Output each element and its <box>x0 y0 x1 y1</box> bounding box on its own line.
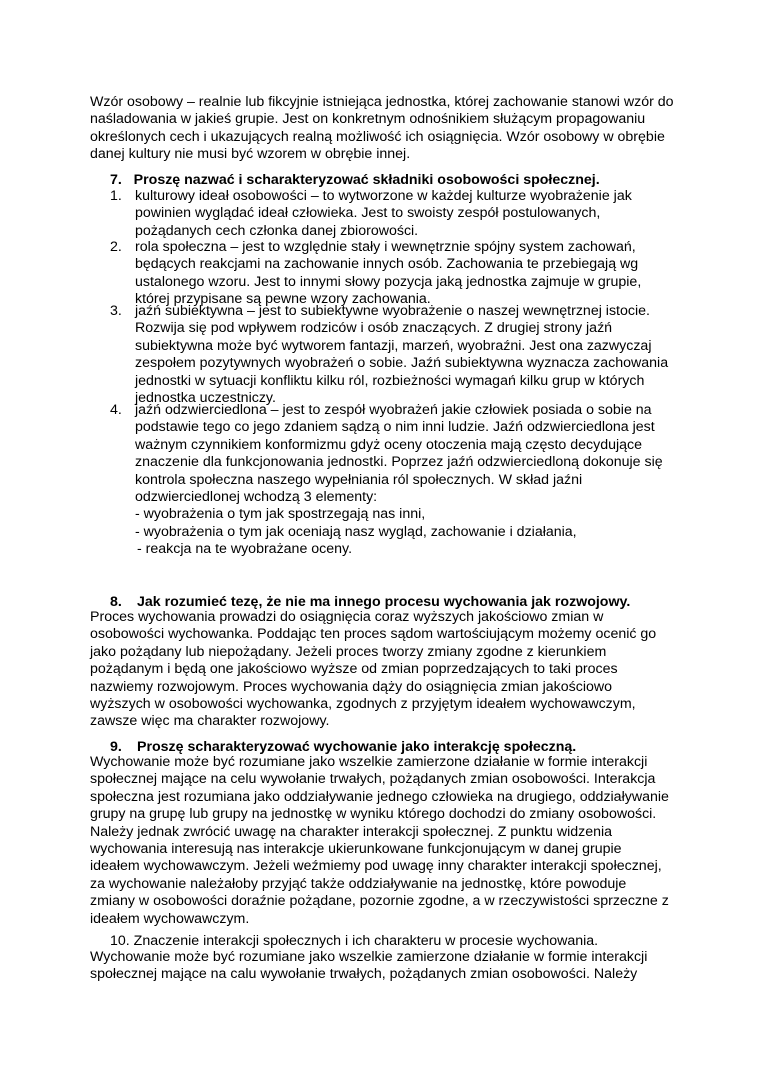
intro-paragraph: Wzór osobowy – realnie lub fikcyjnie istniejąca jednostka, której zachowanie stanowi wzór do naśladowania w jakieś grupie. Jest on konkretnym odnośnikiem służącym propagowaniu określonych cech i ukazujących realną możliwość ich osiągnięcia. Wzór osobowy w obrębie danej kultury nie musi być wzorem w obrębie innej. <box>90 94 674 163</box>
question-text: Jak rozumieć tezę, że nie ma innego procesu wychowania jak rozwojowy. <box>137 594 631 610</box>
question-8-answer: Proces wychowania prowadzi do osiągnięcia coraz wyższych jakościowo zmian w osobowości wychowanka. Poddając ten proces sądom wartościującym możemy ocenić go jako pożądany lub niepożądany. Jeżeli proces tworzy zmiany zgodne z kierunkiem pożądanym i będą one jakościowo wyższe od zmian poprzedzających to taki proces nazwiemy rozwojowym. Proces wychowania dąży do osiągnięcia zmian jakościowo wyższych w osobowości wychowanka, zgodnych z przyjętym ideałem wychowawczym, zawsze więc ma charakter rozwojowy. <box>90 609 657 730</box>
question-number: 9. <box>110 739 122 755</box>
list-number: 1. <box>110 188 122 204</box>
question-10-heading: 10. Znaczenie interakcji społecznych i ich charakteru w procesie wychowania. <box>110 933 599 949</box>
question-7-heading <box>110 172 600 189</box>
question-9-answer: Wychowanie może być rozumiane jako wszelkie zamierzone działanie w formie interakcji społecznej mające na celu wywołanie trwałych, pożądanych zmian osobowości. Interakcja społeczna jest rozumiana jako oddziaływanie jednego człowieka na drugiego, oddziaływanie grupy na grupę lub grupy na jednostkę w wyniku którego dochodzi do zmiany osobowości. Należy jednak zwrócić uwagę na charakter interakcji społecznej. Z punktu widzenia wychowania interesują nas interakcje ukierunkowane funkcjonującym w danej grupie ideałem wychowawczym. Jeżeli weźmiemy pod uwagę inny charakter interakcji społecznej, za wychowanie należałoby przyjąć także oddziaływanie na jednostkę, które powoduje zmiany w osobowości doraźnie pożądane, pozornie zgodne, a w rzeczywistości sprzeczne z ideałem wychowawczym. <box>90 754 669 927</box>
sub-item: - wyobrażenia o tym jak spostrzegają nas inni, <box>135 506 426 523</box>
list-text: jaźń subiektywna – jest to subiektywne wyobrażenie o naszej wewnętrznej istocie. Rozwija się pod wpływem rodziców i osób znaczących. Z drugiej strony jaźń subiektywna może być wytworem fantazji, marzeń, wyobraźni. Jest ona zazwyczaj zespołem pozytywnych wyobrażeń o sobie. Jaźń subiektywna wyznacza zachowania jednostki w sytuacji konfliktu kilku ról, rozbieżności wymagań kilku grup w których jednostka uczestniczy. <box>135 303 669 407</box>
question-number: 7. <box>110 172 122 188</box>
sub-item: - wyobrażenia o tym jak oceniają nasz wygląd, zachowanie i działania, <box>135 523 577 540</box>
list-text: jaźń odzwierciedlona – jest to zespół wyobrażeń jakie człowiek posiada o sobie na podstawie tego co jego zdaniem sądzą o nim inni ludzie. Jaźń odzwierciedlona jest ważnym czynnikiem konformizmu gdyż oceny otoczenia mają często decydujące znaczenie dla funkcjonowania jednostki. Poprzez jaźń odzwierciedloną dokonuje się kontrola społeczna naszego wypełniania ról społecznych. W skład jaźni odzwierciedlonej wchodzą 3 elementy: <box>135 402 663 506</box>
sub-item: - reakcja na te wyobrażane oceny. <box>137 541 353 558</box>
question-10-answer: Wychowanie może być rozumiane jako wszelkie zamierzone działanie w formie interakcji społecznej mające na calu wywołanie trwałych, pożądanych zmian osobowości. Należy <box>90 949 648 983</box>
question-text: Proszę scharakteryzować wychowanie jako interakcję społeczną. <box>137 739 577 755</box>
list-number: 3. <box>110 303 122 319</box>
list-number: 4. <box>110 402 122 418</box>
question-number: 8. <box>110 594 122 610</box>
list-number: 2. <box>110 239 122 255</box>
list-text: kulturowy ideał osobowości – to wytworzone w każdej kulturze wyobrażenie jak powinien wyglądać ideał człowieka. Jest to swoisty zespół postulowanych, pożądanych cech członka danej zbiorowości. <box>135 188 632 239</box>
list-text: rola społeczna – jest to względnie stały i wewnętrznie spójny system zachowań, będących reakcjami na zachowanie innych osób. Zachowania te przebiegają wg ustalonego wzoru. Jest to innymi słowy pozycja jaką jednostka zajmuje w grupie, której przypisane są pewne wzory zachowania. <box>135 239 642 308</box>
list-body <box>135 402 695 559</box>
question-text: Proszę nazwać i scharakteryzować składniki osobowości społecznej. <box>133 172 600 188</box>
